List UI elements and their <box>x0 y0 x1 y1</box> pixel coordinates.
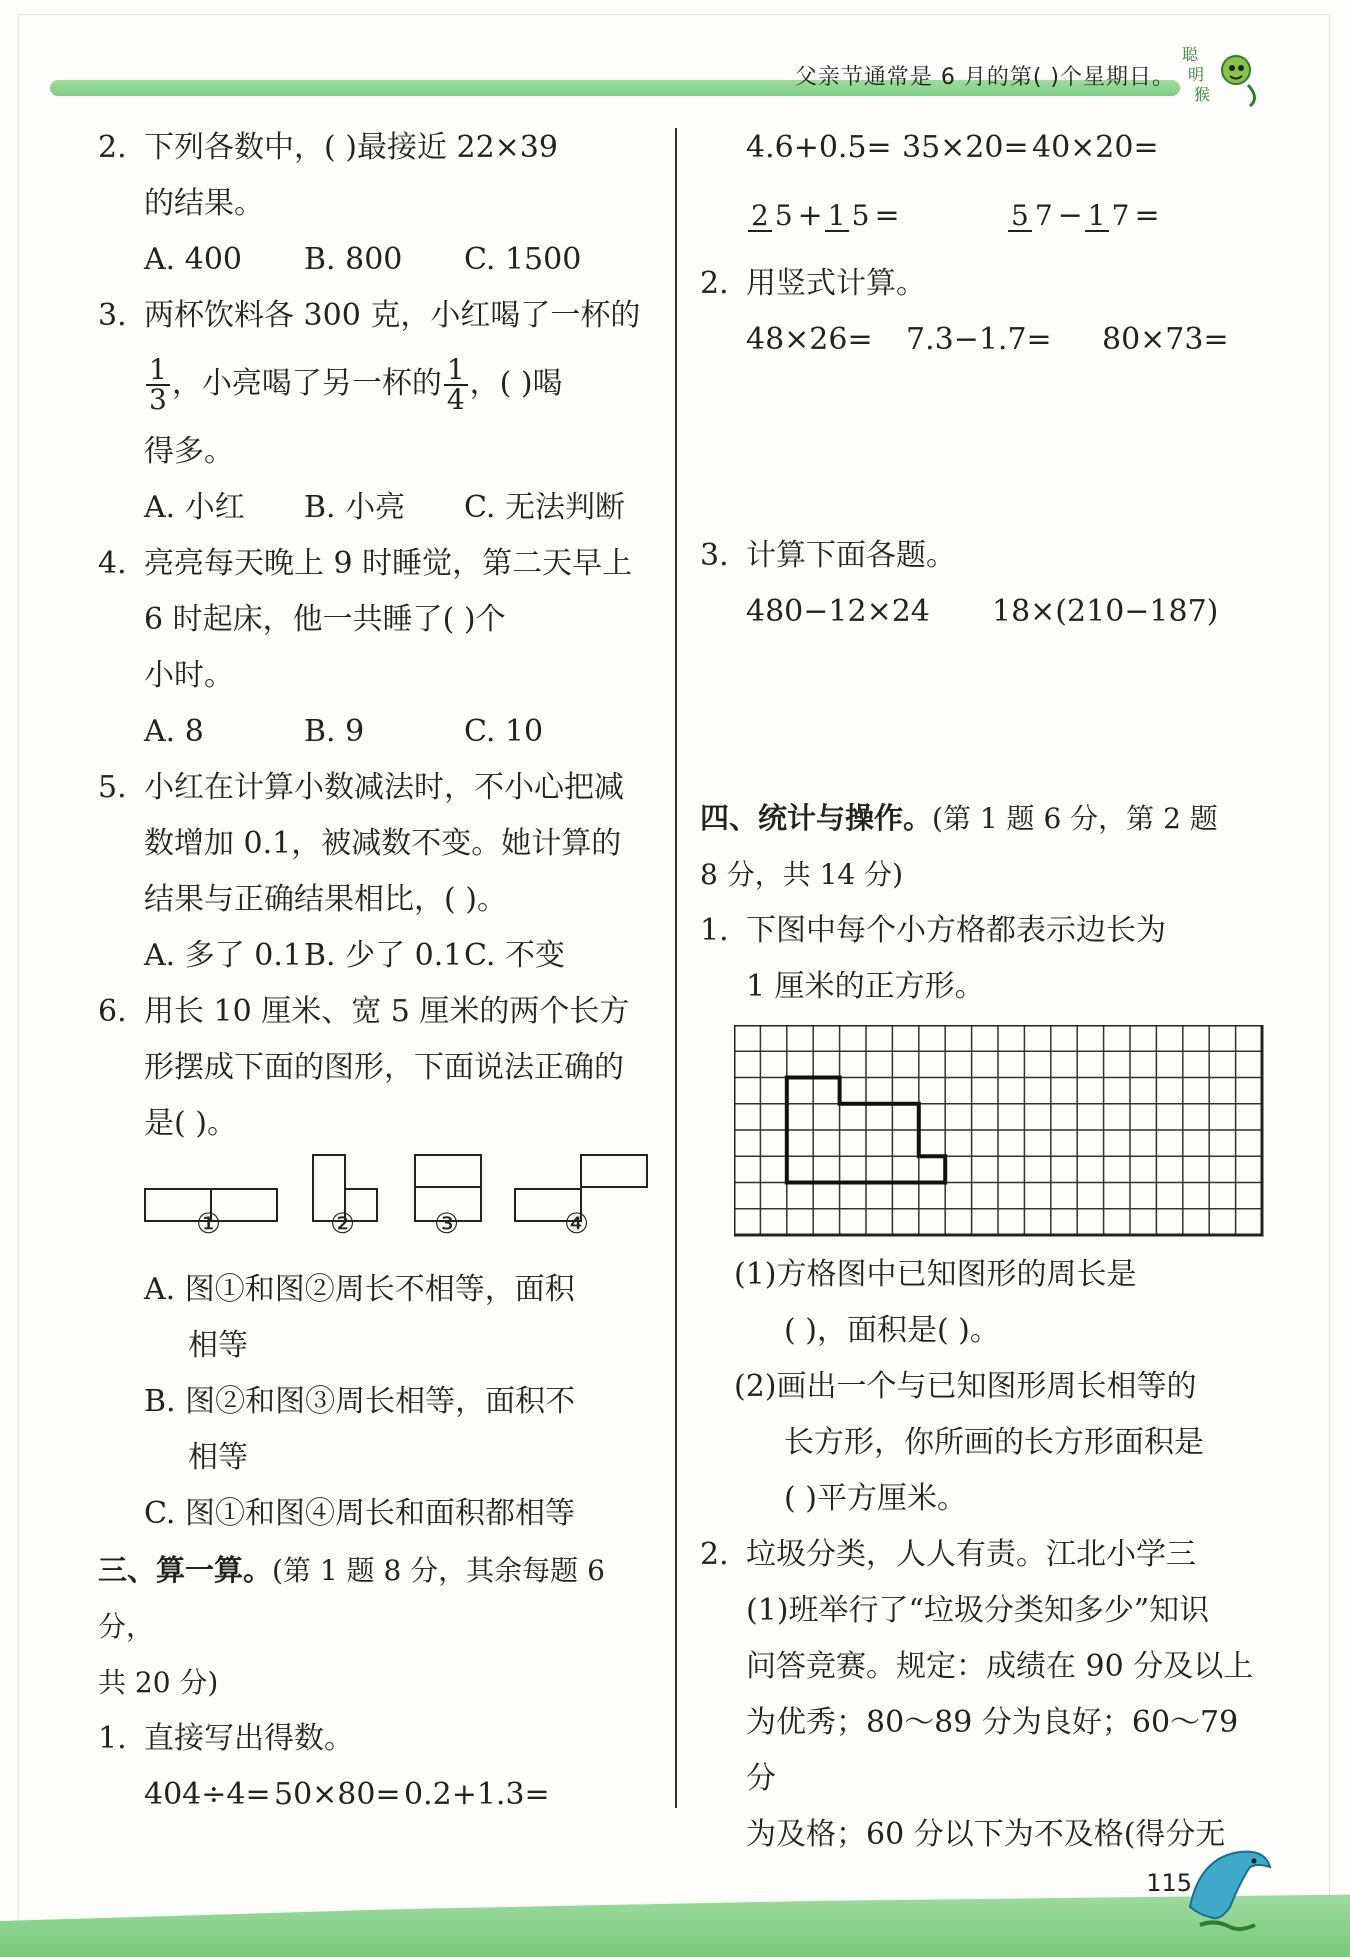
q5-option-c[interactable]: C. 不变 <box>464 938 565 973</box>
section-4-heading: 四、统计与操作。(第 1 题 6 分，第 2 题 8 分，共 14 分) <box>700 801 1218 891</box>
q5-option-a[interactable]: A. 多了 0.1 <box>144 938 302 973</box>
mental-math-row-2 <box>700 120 1260 176</box>
q6-option-c[interactable]: C. 图①和图④周长和面积都相等 <box>144 1496 575 1531</box>
calc-item: 50×80= <box>274 1777 401 1812</box>
square-grid[interactable] <box>734 1025 1264 1237</box>
sub-question-1: (1)方格图中已知图形的周长是 ( )，面积是( )。 <box>700 1247 1260 1359</box>
q4-option-c[interactable]: C. 10 <box>464 714 544 749</box>
section-3-question-2: 2. 用竖式计算。 <box>700 266 926 301</box>
mental-math-row-1 <box>98 1767 658 1823</box>
calc-item: 0.2+1.3= <box>404 1777 550 1812</box>
q2-option-c[interactable]: C. 1500 <box>464 242 582 277</box>
section-4-question-1: 1. 下图中每个小方格都表示边长为 1 厘米的正方形。 <box>700 913 1166 1004</box>
q4-options <box>98 704 658 760</box>
q3-option-a[interactable]: A. 小红 <box>144 490 245 525</box>
q3-options <box>98 480 658 536</box>
mascot-char-2: 明 <box>1188 65 1205 84</box>
section-4-question-2: 2. 垃圾分类，人人有责。江北小学三 (1)班举行了“垃圾分类知多少”知识 问答竞赛。规定：成绩在 90 分及以上 为优秀；80～89 分为良好；60～79 分 为及格；60 分以下为不及格(得分无 <box>700 1537 1254 1852</box>
q6-option-a[interactable]: A. 图①和图②周长不相等，面积 相等 <box>144 1272 575 1363</box>
page-number: 115 <box>1146 1869 1192 1897</box>
header-tip: 父亲节通常是 6 月的第( )个星期日。 <box>794 65 1175 90</box>
calc-item: 7.3−1.7= <box>906 322 1052 357</box>
figure-3-label: ③ <box>434 1207 460 1240</box>
calc-item: 80×73= <box>1102 322 1229 357</box>
dolphin-icon <box>1170 1837 1280 1937</box>
q4-option-a[interactable]: A. 8 <box>144 714 204 749</box>
question-5: 5. 小红在计算小数减法时，不小心把减 数增加 0.1，被减数不变。她计算的 结果与正确结果相比，( )。 <box>98 770 624 917</box>
calc-item: 40×20= <box>1032 130 1159 165</box>
q3-option-c[interactable]: C. 无法判断 <box>464 490 625 525</box>
fraction-one-quarter: $\frac{1}{4}$ <box>444 356 468 414</box>
q2-options <box>98 232 658 288</box>
right-column <box>700 120 1260 1863</box>
figure-4-label: ④ <box>564 1207 590 1240</box>
q2-option-b[interactable]: B. 800 <box>304 242 403 277</box>
fraction-1-5: 1 5 <box>825 202 873 232</box>
q3-option-b[interactable]: B. 小亮 <box>304 490 406 525</box>
fraction-one-third: $\frac{1}{3}$ <box>146 356 170 414</box>
calc-item: 404÷4= <box>144 1777 271 1812</box>
question-4: 4. 亮亮每天晚上 9 时睡觉，第二天早上 6 时起床，他一共睡了( )个 小时。 <box>98 546 633 693</box>
figure-1-label: ① <box>196 1207 222 1240</box>
sub-question-2: (2)画出一个与已知图形周长相等的 长方形，你所画的长方形面积是 ( )平方厘米。 <box>700 1359 1260 1527</box>
vertical-calc-row <box>700 312 1260 368</box>
section-3-heading: 三、算一算。(第 1 题 8 分，其余每题 6 分， 共 20 分) <box>98 1553 605 1699</box>
fraction-5-7: 5 7 <box>1008 202 1056 232</box>
answer-space-2 <box>700 640 1260 790</box>
question-2: 2. 下列各数中，( )最接近 22×39 的结果。 <box>98 130 558 221</box>
q5-option-b[interactable]: B. 少了 0.1 <box>304 938 463 973</box>
calc-item: 35×20= <box>902 130 1029 165</box>
question-6: 6. 用长 10 厘米、宽 5 厘米的两个长方 形摆成下面的图形，下面说法正确的 是( )。 <box>98 994 630 1141</box>
figure-2-label: ② <box>330 1207 356 1240</box>
q2-option-a[interactable]: A. 400 <box>144 242 242 277</box>
column-divider <box>675 128 677 1808</box>
calc-item: 4.6+0.5= <box>746 130 892 165</box>
q4-option-b[interactable]: B. 9 <box>304 714 365 749</box>
answer-space-1 <box>700 368 1260 528</box>
grid-svg <box>734 1025 1264 1237</box>
fraction-1-7: 1 7 <box>1085 202 1133 232</box>
mascot-char-3: 猴 <box>1194 85 1211 104</box>
rectangle-figures <box>144 1152 658 1262</box>
sub-question-1-blanks[interactable]: ( )，面积是( )。 <box>784 1313 1000 1348</box>
monkey-mascot-icon <box>1178 40 1268 110</box>
sub-question-2-blank[interactable]: ( )平方厘米。 <box>784 1481 967 1516</box>
question-3: 3. 两杯饮料各 300 克，小红喝了一杯的 $\frac{1}{3}$ ，小亮喝了另一杯的 $\frac{1}{4}$ ，( )喝 得多。 <box>98 298 641 469</box>
calc-item: 18×(210−187) <box>992 594 1219 629</box>
fraction-row: 2 5 + 1 5 = 5 7 − 1 7 = <box>700 176 1260 256</box>
section-3-question-1: 1. 直接写出得数。 <box>98 1721 354 1756</box>
compound-calc-row <box>700 584 1260 640</box>
calc-item: 48×26= <box>746 322 873 357</box>
left-column <box>98 120 658 1823</box>
q6-option-b[interactable]: B. 图②和图③周长相等，面积不 相等 <box>144 1384 576 1475</box>
calc-item: 480−12×24 <box>746 594 930 629</box>
mascot-char-1: 聪 <box>1182 45 1199 64</box>
section-3-question-3: 3. 计算下面各题。 <box>700 538 956 573</box>
q5-options <box>98 928 658 984</box>
fraction-2-5: 2 5 <box>748 202 796 232</box>
